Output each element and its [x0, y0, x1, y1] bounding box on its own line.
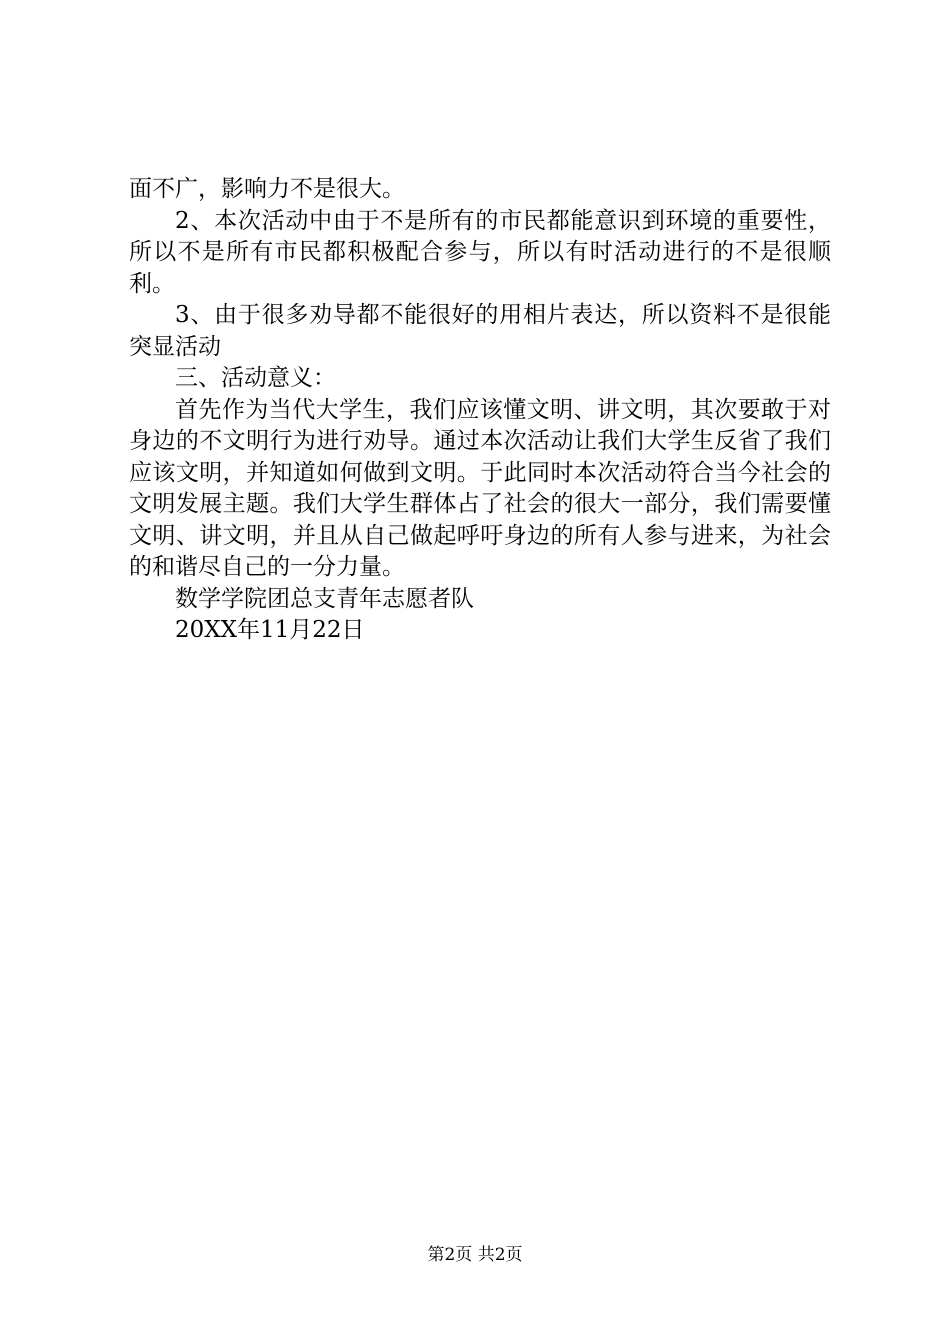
document-body	[129, 174, 831, 647]
page-footer	[0, 1244, 950, 1266]
paragraph-item-2: 2、本次活动中由于不是所有的市民都能意识到环境的重要性，所以不是所有市民都积极配合参与，所以有时活动进行的不是很顺利。	[129, 207, 831, 297]
page-number: 第2页 共2页	[427, 1245, 523, 1265]
signature-date: 20XX年11月22日	[175, 617, 365, 643]
section-heading: 三、活动意义：	[175, 365, 336, 391]
signature-organization: 数学学院团总支青年志愿者队	[175, 585, 474, 612]
paragraph-continuation: 面不广，影响力不是很大。	[129, 176, 405, 202]
paragraph-significance: 首先作为当代大学生，我们应该懂文明、讲文明，其次要敢于对身边的不文明行为进行劝导。通过本次活动让我们大学生反省了我们应该文明，并知道如何做到文明。于此同时本次活动符合当今社会的文明发展主题。我们大学生群体占了社会的很大一部分，我们需要懂文明、讲文明，并且从自己做起呼吁身边的所有人参与进来，为社会的和谐尽自己的一分力量。	[129, 396, 831, 580]
paragraph-item-3: 3、由于很多劝导都不能很好的用相片表达，所以资料不是很能突显活动	[129, 302, 831, 360]
